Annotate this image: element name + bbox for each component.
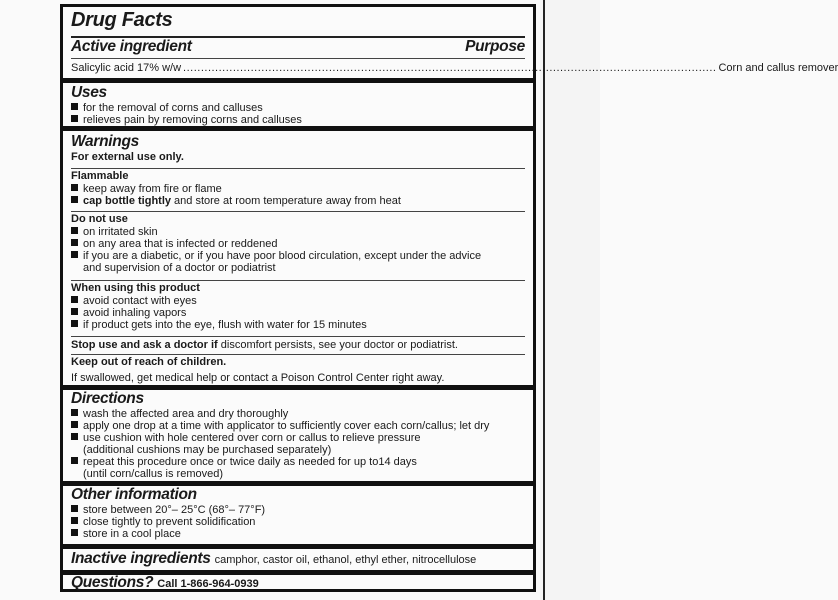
inactive-heading: Inactive ingredients [71, 550, 211, 567]
when-using-rule [71, 336, 525, 337]
bullet-icon [71, 251, 78, 258]
list-item: repeat this procedure once or twice daily as needed for up to14 days [71, 456, 525, 468]
flammable-section [63, 170, 533, 207]
do-not-use-rule [71, 280, 525, 281]
do-not-use-heading: Do not use [71, 213, 128, 225]
bullet-icon [71, 320, 78, 327]
bullet-icon [71, 115, 78, 122]
active-rule [71, 58, 525, 59]
questions-heading: Questions? [71, 574, 154, 591]
list-item: apply one drop at a time with applicator to sufficiently cover each corn/callus; let dry [71, 420, 525, 432]
list-item: for the removal of corns and calluses [71, 102, 525, 114]
keep-out-heading: Keep out of reach of children. [71, 356, 227, 368]
stop-use-rule [71, 354, 525, 355]
bullet-icon [71, 457, 78, 464]
other-info-heading: Other information [71, 486, 197, 503]
bullet-icon [71, 505, 78, 512]
bullet-icon [71, 433, 78, 440]
bullet-icon [71, 184, 78, 191]
list-item: store in a cool place [71, 528, 525, 540]
list-item: if you are a diabetic, or if you have poor blood circulation, except under the advice [71, 250, 525, 262]
keep-out-text: If swallowed, get medical help or contact a Poison Control Center right away. [71, 372, 445, 384]
when-using-heading: When using this product [71, 282, 200, 294]
list-item: keep away from fire or flame [71, 183, 525, 195]
bullet-icon [71, 239, 78, 246]
active-row [63, 62, 838, 75]
list-item: use cushion with hole centered over corn or callus to relieve pressure [71, 432, 525, 444]
section-divider [63, 126, 533, 131]
list-item: cap bottle tightly and store at room temperature away from heat [71, 195, 525, 207]
section-divider [63, 78, 533, 83]
list-item: avoid contact with eyes [71, 295, 525, 307]
leader-dots: ...................................................................................................................................................... [183, 62, 717, 74]
inactive-section [63, 550, 533, 568]
bullet-icon [71, 529, 78, 536]
purpose-heading: Purpose [465, 38, 525, 55]
warnings-rule [71, 168, 525, 169]
directions-section [63, 390, 533, 480]
active-section [63, 38, 533, 56]
directions-heading: Directions [71, 390, 144, 407]
list-item: if product gets into the eye, flush with water for 15 minutes [71, 319, 525, 331]
package-edge-line [543, 0, 545, 600]
bullet-icon [71, 409, 78, 416]
list-item: relieves pain by removing corns and calluses [71, 114, 525, 126]
list-item: on any area that is infected or reddened [71, 238, 525, 250]
warnings-section [63, 133, 533, 164]
bullet-icon [71, 421, 78, 428]
bullet-icon [71, 308, 78, 315]
active-ingredient-name: Salicylic acid 17% w/w [71, 62, 182, 74]
uses-section [63, 84, 533, 126]
bullet-icon [71, 103, 78, 110]
list-item-continuation: and supervision of a doctor or podiatrist [83, 262, 276, 274]
package-edge [540, 0, 600, 600]
title-section [63, 9, 533, 31]
flammable-rule [71, 211, 525, 212]
stop-use-section [63, 339, 533, 352]
list-item: wash the affected area and dry thoroughly [71, 408, 525, 420]
list-item: store between 20°– 25°C (68°– 77°F) [71, 504, 525, 516]
drug-facts-panel [60, 4, 838, 592]
section-divider [63, 544, 533, 549]
keep-out-section [63, 356, 533, 385]
bullet-icon [71, 517, 78, 524]
drug-facts-title: Drug Facts [71, 9, 173, 31]
list-item: avoid inhaling vapors [71, 307, 525, 319]
other-info-section [63, 486, 533, 540]
inactive-text: camphor, castor oil, ethanol, ethyl ether, nitrocellulose [214, 554, 477, 566]
do-not-use-section [63, 213, 533, 274]
flammable-heading: Flammable [71, 170, 129, 182]
warnings-heading: Warnings [71, 133, 139, 150]
bullet-icon [71, 227, 78, 234]
list-item: on irritated skin [71, 226, 525, 238]
when-using-section [63, 282, 533, 331]
active-purpose: Corn and callus remover [718, 62, 838, 74]
stop-use-text: discomfort persists, see your doctor or podiatrist. [217, 339, 458, 351]
bullet-icon [71, 296, 78, 303]
uses-heading: Uses [71, 84, 107, 101]
active-ingredient-heading: Active ingredient [71, 38, 192, 55]
list-item-continuation: (until corn/callus is removed) [83, 468, 223, 480]
external-use-text: For external use only. [71, 151, 184, 163]
bullet-icon [71, 196, 78, 203]
stop-use-heading: Stop use and ask a doctor if [71, 339, 218, 351]
questions-phone: Call 1-866-964-0939 [157, 578, 259, 590]
list-item-continuation: (additional cushions may be purchased separately) [83, 444, 332, 456]
questions-section [63, 574, 533, 592]
list-item: close tightly to prevent solidification [71, 516, 525, 528]
